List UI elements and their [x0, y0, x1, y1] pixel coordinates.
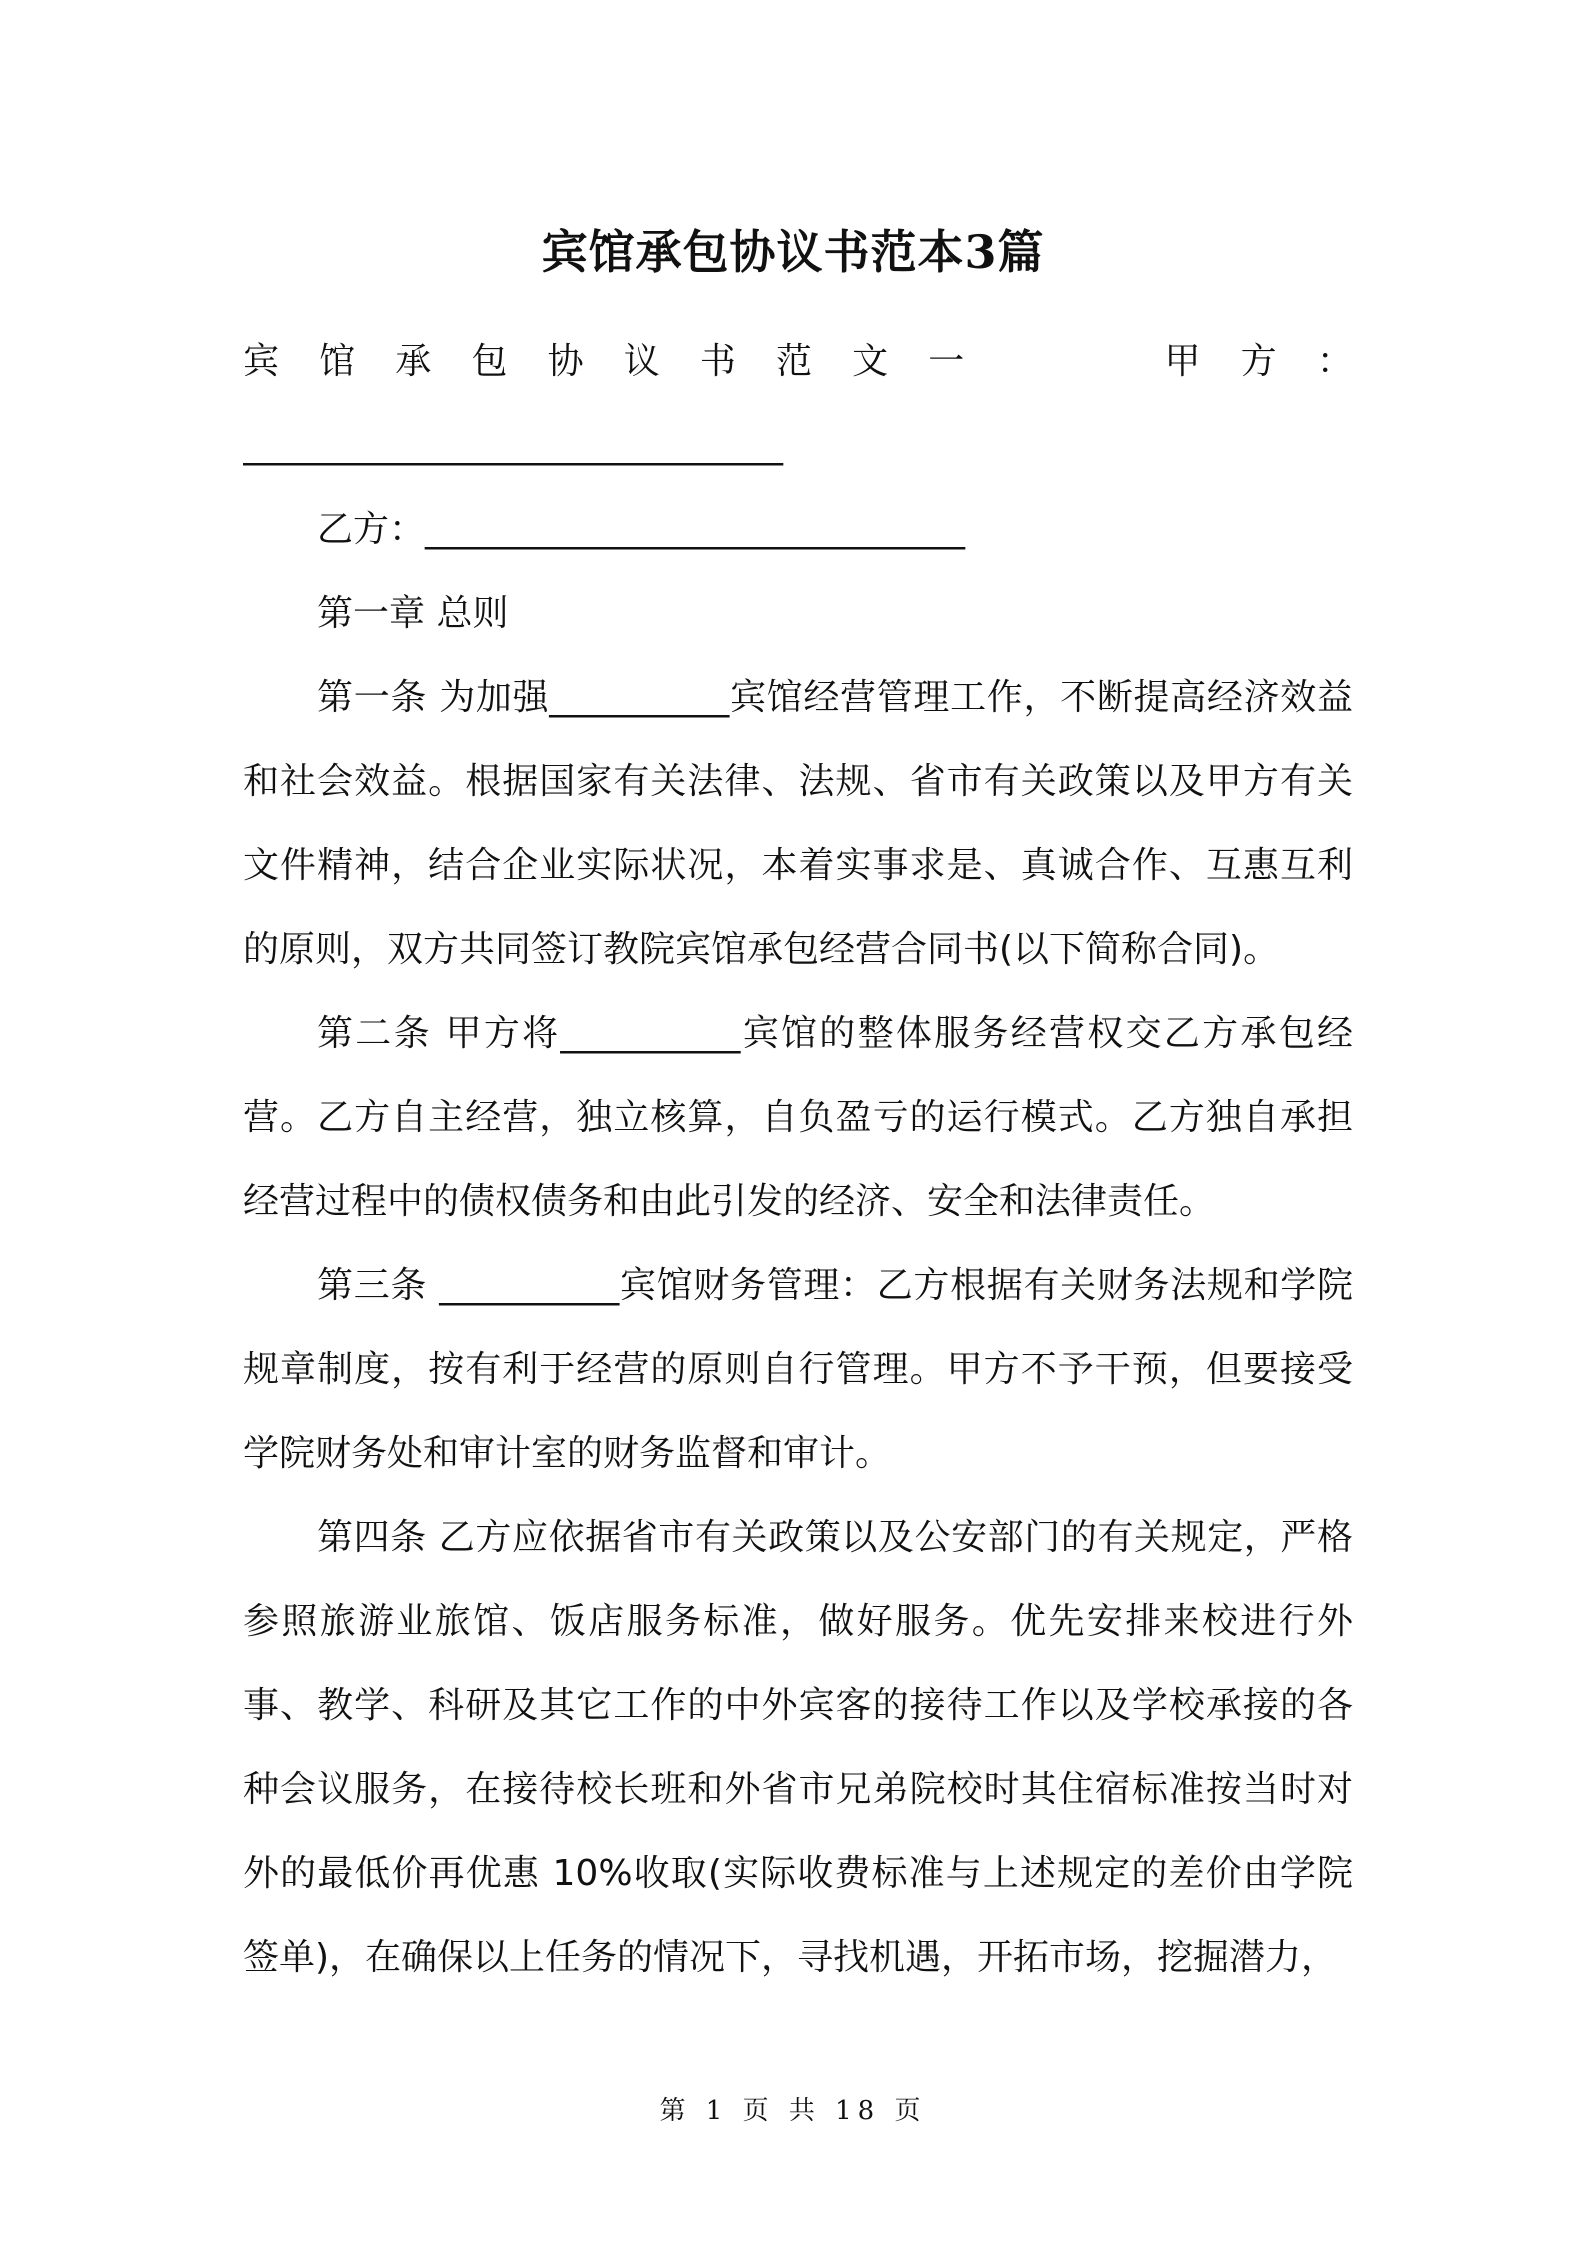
party-a-char: 方	[1240, 341, 1277, 382]
heading-char: 包	[471, 341, 508, 382]
article-2: 第二条 甲方将__________宾馆的整体服务经营权交乙方承包经营。乙方自主经营，独立核算，自负盈亏的运行模式。乙方独自承担经营过程中的债权债务和由此引发的经济、安全和法律责任。	[243, 1013, 1353, 1222]
page-footer: 第 1 页 共 18 页	[659, 2096, 927, 2126]
party-a-blank: ______________________________	[243, 425, 783, 466]
heading-char: 文	[852, 341, 889, 382]
heading-gap	[1004, 320, 1124, 404]
article-4: 第四条 乙方应依据省市有关政策以及公安部门的有关规定，严格参照旅游业旅馆、饭店服务标准，做好服务。优先安排来校进行外事、教学、科研及其它工作的中外宾客的接待工作以及学校承接的各种会议服务，在接待校长班和外省市兄弟院校时其住宿标准按当时对外的最低价再优惠 10%收取(实际收费标准与上述规定的差价由学院签单)，在确保以上任务的情况下，寻找机遇，开拓市场，挖掘潜力，	[243, 1517, 1353, 1978]
document-body	[243, 320, 1353, 2000]
heading-char: 一	[928, 341, 965, 382]
heading-char: 议	[623, 341, 660, 382]
article-3: 第三条 __________宾馆财务管理：乙方根据有关财务法规和学院规章制度，按有利于经营的原则自行管理。甲方不予干预，但要接受学院财务处和审计室的财务监督和审计。	[243, 1265, 1353, 1474]
heading-char: 宾	[243, 341, 280, 382]
party-b-line: 乙方：______________________________	[317, 509, 966, 550]
heading-char: 馆	[319, 341, 356, 382]
document-title: 宾馆承包协议书范本3篇	[541, 225, 1045, 279]
article-1: 第一条 为加强__________宾馆经营管理工作，不断提高经济效益和社会效益。根据国家有关法律、法规、省市有关政策以及甲方有关文件精神，结合企业实际状况，本着实事求是、真诚合作、互惠互利的原则，双方共同签订教院宾馆承包经营合同书(以下简称合同)。	[243, 677, 1353, 970]
heading-char: 范	[775, 341, 812, 382]
party-a-char: 甲	[1164, 341, 1201, 382]
heading-char: 书	[699, 341, 736, 382]
chapter-title: 第一章 总则	[317, 593, 509, 634]
party-a-char: ：	[1316, 341, 1353, 382]
heading-char: 协	[547, 341, 584, 382]
heading-char: 承	[395, 341, 432, 382]
heading-line	[243, 320, 1353, 404]
